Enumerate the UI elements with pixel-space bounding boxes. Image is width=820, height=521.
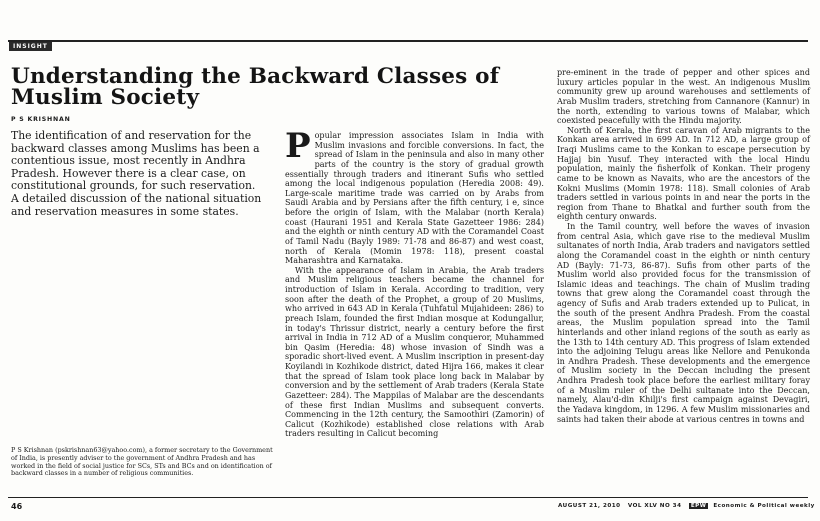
paragraph: North of Kerala, the first caravan of Arab migrants to the Konkan area arrived in 699 AD. In 712 AD, a large group of Iraqi Muslims came to the Konkan to escape persecution by Hajjaj bin Yusuf. They interacted with the local Hindu population, mainly the fisherfolk of Konkan. Their progeny came to be known as Navaits, who are the ancestors of the Kokni Muslims (Momin 1978: 118). Small colonies of Arab traders settled in various points in and near the ports in the region from Thane to Bhatkal and further south from the eighth century onwards. <box>557 125 810 222</box>
body-column-1 <box>285 126 544 439</box>
body-column-2 <box>557 68 810 424</box>
paragraph: With the appearance of Islam in Arabia, the Arab traders and Muslim religious teachers became the channel for introduction of Islam in Kerala. According to tradition, very soon after the death of the Prophet, a group of 20 Muslims, who arrived in 643 AD in Kerala (Tuhfatul Mujahideen: 286) to preach Islam, founded the first Indian mosque at Kodungallur, in today's Thrissur district, nearly a century before the first arrival in India in 712 AD of a Muslim conqueror, Muhammed bin Qasim (Heredia: 48) whose invasion of Sindh was a sporadic short-lived event. A Muslim inscription in present-day Koyilandi in Kozhikode district, dated Hijra 166, makes it clear that the spread of Islam took place long back in Malabar by conversion and by the settlement of Arab traders (Kerala State Gazetteer: 284). The Mappilas of Malabar are the descendants of these first Indian Muslims and subsequent converts. Commencing in the 12th century, the Samoothiri (Zamorin) of Calicut (Kozhikode) established close relations with Arab traders resulting in Calicut becoming <box>285 265 544 439</box>
abstract-text: The identification of and reservation for the backward classes among Muslims has been a contentious issue, most recently in Andhra Pradesh. However there is a clear case, on constitutional grounds, for such reservation. A detailed discussion of the national situation and reservation measures in some states. <box>11 129 262 218</box>
epw-logo: EPW <box>690 503 707 509</box>
paragraph: pre-eminent in the trade of pepper and other spices and luxury articles popular in the west. An indigenous Muslim community grew up around warehouses and settlements of Arab Muslim traders, stretching from Cannanore (Kannur) in the north, extending to various towns of Malabar, which coexisted peacefully with the Hindu majority. <box>557 68 810 126</box>
article-title: Understanding the Backward Classes of Muslim Society <box>11 64 500 110</box>
journal-name: Economic & Political weekly <box>713 503 815 509</box>
page-number: 46 <box>11 502 23 511</box>
author-bio: P S Krishnan (pskrishnan63@yahoo.com), a former secretary to the Government of India, is presently adviser to the government of Andhra Pradesh and has worked in the field of social justice for SCs, STs and BCs and on identification of backward classes in a number of religious communities. <box>11 446 273 478</box>
abstract <box>11 130 266 218</box>
section-label: INSIGHT <box>9 42 52 51</box>
top-rule <box>8 40 808 50</box>
drop-cap: P <box>285 126 311 166</box>
volume-info: VOL XLV NO 34 <box>627 503 682 509</box>
author-name: P S KRISHNAN <box>11 116 71 123</box>
paragraph-text: opular impression associates Islam in India with Muslim invasions and forcible conversions. In fact, the spread of Islam in the peninsula and also in many other parts of the country is the story of gradual growth essentially through traders and itinerant Sufis who settled among the local indigenous population (Heredia 2008: 49). Large-scale maritime trade was carried on by Arabs from Saudi Arabia and by Persians after the fifth century, i e, since before the origin of Islam, with the Malabar (north Kerala) coast (Haurani 1951 and Kerala State Gazetteer 1986: 284) and the eighth or ninth century AD with the Coramandel Coast of Tamil Nadu (Bayly 1989: 71-78 and 86-87) and west coast, north of Kerala (Momin 1978: 118), present coastal Maharashtra and Karnataka. <box>285 131 544 266</box>
issue-date: AUGUST 21, 2010 <box>558 503 621 509</box>
paragraph: In the Tamil country, well before the waves of invasion from central Asia, which gave rise to the medieval Muslim sultanates of north India, Arab traders and navigators settled along the Coramandel coast in the eighth or ninth century AD (Bayly: 71-73, 86-87). Sufis from other parts of the Muslim world also provided focus for the transmission of Islamic ideas and teachings. The chain of Muslim trading towns that grew along the Coramandel coast through the agency of Sufis and Arab traders extended up to Pulicat, in the south of the present Andhra Pradesh. From the coastal areas, the Muslim population spread into the Tamil hinterlands and other inland regions of the south as early as the 13th to 14th century AD. This progress of Islam extended into the adjoining Telugu areas like Nellore and Penukonda in Andhra Pradesh. These developments and the emergence of Muslim society in the Deccan including the present Andhra Pradesh took place before the earliest military foray of a Muslim ruler of the Delhi sultanate into the Deccan, namely, Alau'd-din Khilji's first campaign against Devagiri, the Yadava kingdom, in 1296. A few Muslim missionaries and saints had taken their abode at various centres in towns and <box>557 222 810 424</box>
paragraph <box>285 126 544 266</box>
footer-rule <box>8 497 808 498</box>
footer-info <box>558 503 815 509</box>
